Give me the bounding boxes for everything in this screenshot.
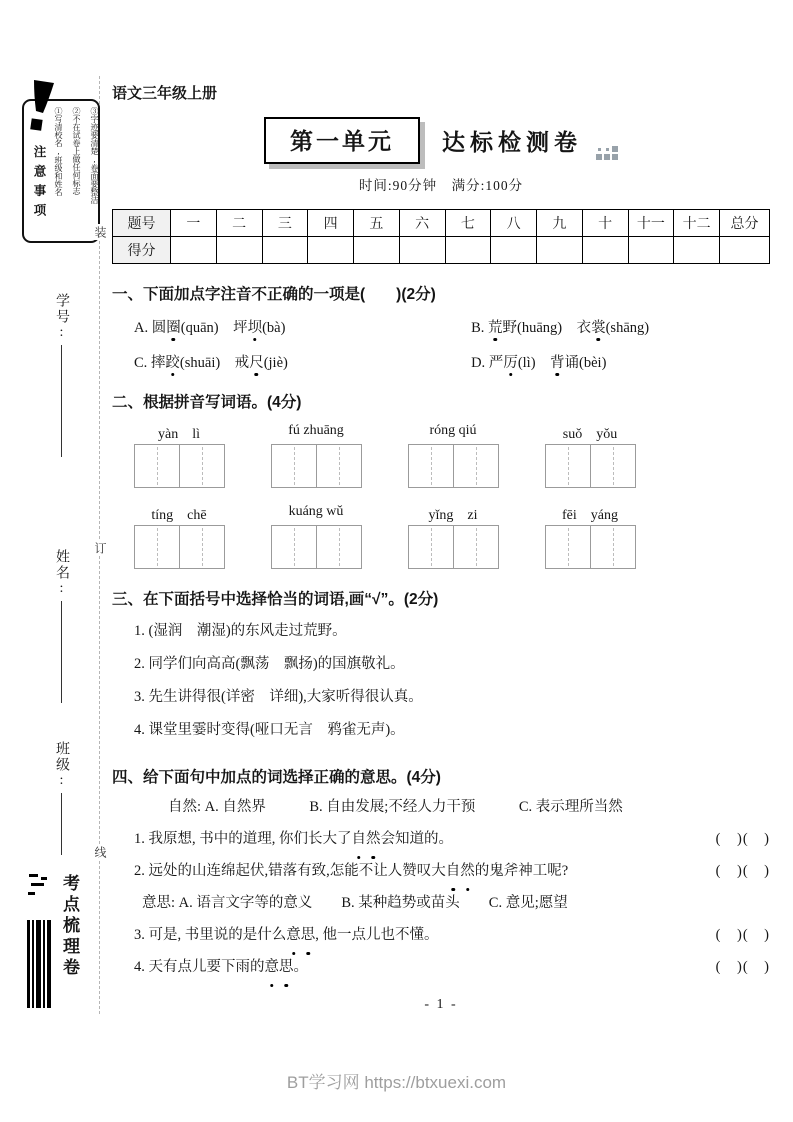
pinyin-label: fēi yáng — [562, 508, 618, 523]
score-col: 六 — [399, 210, 445, 237]
score-col: 一 — [171, 210, 217, 237]
notice-item: ③字迹要清楚,卷面要整洁 — [90, 107, 99, 204]
pinyin-label: kuáng wǔ — [288, 504, 344, 519]
score-table-score-row — [113, 237, 770, 264]
question-2-stem: 二、根据拼音写词语。(4分) — [112, 394, 302, 411]
definition-ziran: 自然: A. 自然界 B. 自由发展;不经人力干预 C. 表示理所当然 — [168, 799, 623, 815]
score-cell — [445, 237, 491, 264]
question-3-item: 1. (湿润 潮湿)的东风走过荒野。 — [134, 623, 347, 639]
writing-box — [270, 525, 362, 569]
question-4-item — [112, 919, 770, 951]
student-number-field — [52, 293, 70, 457]
notice-item: ①写清校名,班级和姓名 — [54, 107, 63, 196]
pinyin-group — [133, 504, 225, 569]
pinyin-label: yǐng zi — [428, 508, 478, 523]
writing-cell — [179, 525, 225, 569]
writing-box — [407, 444, 499, 488]
unit-title-box: 第一单元 — [264, 117, 420, 164]
writing-cell — [271, 525, 317, 569]
score-col: 二 — [216, 210, 262, 237]
writing-cell — [545, 444, 591, 488]
option-b: B. 荒野(huāng) 衣裳(shāng) — [471, 316, 770, 337]
writing-box — [133, 444, 225, 488]
question-3 — [112, 587, 770, 747]
notice-items — [51, 107, 99, 235]
score-table — [112, 209, 770, 264]
score-cell — [171, 237, 217, 264]
score-col: 十二 — [674, 210, 720, 237]
question-4-item-text: 3. 可是, 书里说的是什么意思, 他一点儿也不懂。 — [134, 919, 708, 951]
option-d: D. 严厉(lì) 背诵(bèi) — [471, 351, 770, 372]
pinyin-group — [407, 504, 499, 569]
question-3-item: 2. 同学们向高高(飘荡 飘扬)的国旗敬礼。 — [134, 656, 405, 672]
writing-cell — [545, 525, 591, 569]
student-number-blank — [61, 345, 62, 457]
question-4-body — [112, 791, 770, 983]
definition-yisi: 意思: A. 语言文字等的意义 B. 某种趋势或苗头 C. 意见;愿望 — [142, 895, 568, 911]
writing-box — [407, 525, 499, 569]
score-col: 四 — [308, 210, 354, 237]
question-4-item — [112, 951, 770, 983]
writing-box — [133, 525, 225, 569]
paper-title-text: 达标检测卷 — [442, 129, 582, 155]
writing-cell — [316, 525, 362, 569]
class-field — [52, 741, 70, 855]
score-cell — [582, 237, 628, 264]
pinyin-group — [544, 423, 636, 488]
question-3-stem: 三、在下面括号中选择恰当的词语,画“√”。(2分) — [112, 591, 439, 608]
score-col: 三 — [262, 210, 308, 237]
pinyin-row-2 — [112, 504, 770, 569]
student-name-label: 姓名: — [54, 549, 69, 598]
writing-cell — [408, 444, 454, 488]
writing-box — [544, 525, 636, 569]
watermark-footer: BT学习网 https://btxuexi.com — [286, 1073, 507, 1092]
question-4-stem: 四、给下面句中加点的词选择正确的意思。(4分) — [112, 769, 441, 786]
writing-cell — [590, 444, 636, 488]
paper-tag-label: 考点梳理卷 — [60, 874, 79, 979]
pinyin-row-1 — [112, 423, 770, 488]
student-number-label: 学号: — [54, 293, 69, 342]
question-4-item-text: 2. 远处的山连绵起伏,错落有致,怎能不让人赞叹大自然的鬼斧神工呢? — [134, 855, 708, 887]
writing-cell — [271, 444, 317, 488]
answer-brackets: ( )( ) — [715, 831, 770, 847]
paper-tag — [27, 874, 82, 1013]
answer-brackets: ( )( ) — [715, 927, 770, 943]
score-col: 十一 — [628, 210, 674, 237]
question-2 — [112, 390, 770, 569]
question-1-stem: 一、下面加点字注音不正确的一项是( )(2分) — [112, 286, 436, 303]
pinyin-label: róng qiú — [429, 423, 477, 438]
pinyin-group — [544, 504, 636, 569]
score-cell — [399, 237, 445, 264]
binding-mark-ding: 订 — [93, 542, 107, 554]
pinyin-group — [133, 423, 225, 488]
question-4-item-text: 1. 我原想, 书中的道理, 你们长大了自然会知道的。 — [134, 823, 708, 855]
question-1 — [112, 282, 770, 372]
writing-cell — [134, 525, 180, 569]
score-col: 十 — [582, 210, 628, 237]
score-cell — [720, 237, 770, 264]
score-cell — [354, 237, 400, 264]
score-table-header-row — [113, 210, 770, 237]
score-cell — [262, 237, 308, 264]
score-col: 九 — [537, 210, 583, 237]
writing-box — [544, 444, 636, 488]
pinyin-label: suǒ yǒu — [562, 427, 618, 442]
main-content — [112, 82, 770, 1013]
barcode-icon — [27, 874, 51, 1013]
pinyin-group — [407, 423, 499, 488]
writing-cell — [590, 525, 636, 569]
page-number: - 1 - — [424, 997, 458, 1012]
pinyin-label: fú zhuāng — [288, 423, 344, 438]
score-col: 七 — [445, 210, 491, 237]
binding-mark-zhuang: 装 — [93, 226, 107, 238]
answer-brackets: ( )( ) — [715, 863, 770, 879]
option-a: A. 圆圈(quān) 坪坝(bà) — [134, 316, 471, 337]
class-blank — [61, 793, 62, 855]
book-title: 语文三年级上册 — [112, 85, 218, 102]
paper-title — [112, 117, 770, 164]
option-c: C. 摔跤(shuāi) 戒尺(jiè) — [134, 351, 471, 372]
score-cell — [308, 237, 354, 264]
question-3-item: 3. 先生讲得很(详密 详细),大家听得很认真。 — [134, 689, 423, 705]
writing-cell — [408, 525, 454, 569]
answer-brackets: ( )( ) — [715, 959, 770, 975]
question-4 — [112, 765, 770, 983]
score-cell — [628, 237, 674, 264]
score-header-label: 题号 — [113, 210, 171, 237]
score-cell — [537, 237, 583, 264]
question-4-item — [112, 855, 770, 887]
pinyin-group — [270, 504, 362, 569]
title-decoration-squares — [596, 146, 618, 160]
exclamation-icon — [25, 78, 57, 137]
writing-box — [270, 444, 362, 488]
pinyin-group — [270, 423, 362, 488]
binding-mark-xian: 线 — [93, 846, 107, 858]
notice-title: 注意事项 — [32, 145, 46, 223]
writing-cell — [179, 444, 225, 488]
student-name-field — [52, 549, 70, 703]
pinyin-label: tíng chē — [151, 508, 207, 523]
writing-cell — [453, 525, 499, 569]
score-cell — [216, 237, 262, 264]
class-label: 班级: — [54, 741, 69, 790]
question-4-item — [112, 823, 770, 855]
writing-cell — [134, 444, 180, 488]
notice-item: ②不在试卷上做任何标志 — [72, 107, 81, 195]
score-row-label: 得分 — [113, 237, 171, 264]
writing-cell — [453, 444, 499, 488]
question-3-items — [112, 615, 770, 747]
score-cell — [674, 237, 720, 264]
question-4-item-text: 4. 天有点儿要下雨的意思。 — [134, 951, 708, 983]
score-col: 五 — [354, 210, 400, 237]
student-name-blank — [61, 601, 62, 703]
writing-cell — [316, 444, 362, 488]
time-score-info: 时间:90分钟 满分:100分 — [358, 178, 524, 193]
score-col: 八 — [491, 210, 537, 237]
pinyin-label: yàn lì — [158, 427, 200, 442]
question-3-item: 4. 课堂里霎时变得(哑口无言 鸦雀无声)。 — [134, 722, 405, 738]
question-1-options — [112, 316, 770, 372]
score-total-label: 总分 — [720, 210, 770, 237]
score-cell — [491, 237, 537, 264]
